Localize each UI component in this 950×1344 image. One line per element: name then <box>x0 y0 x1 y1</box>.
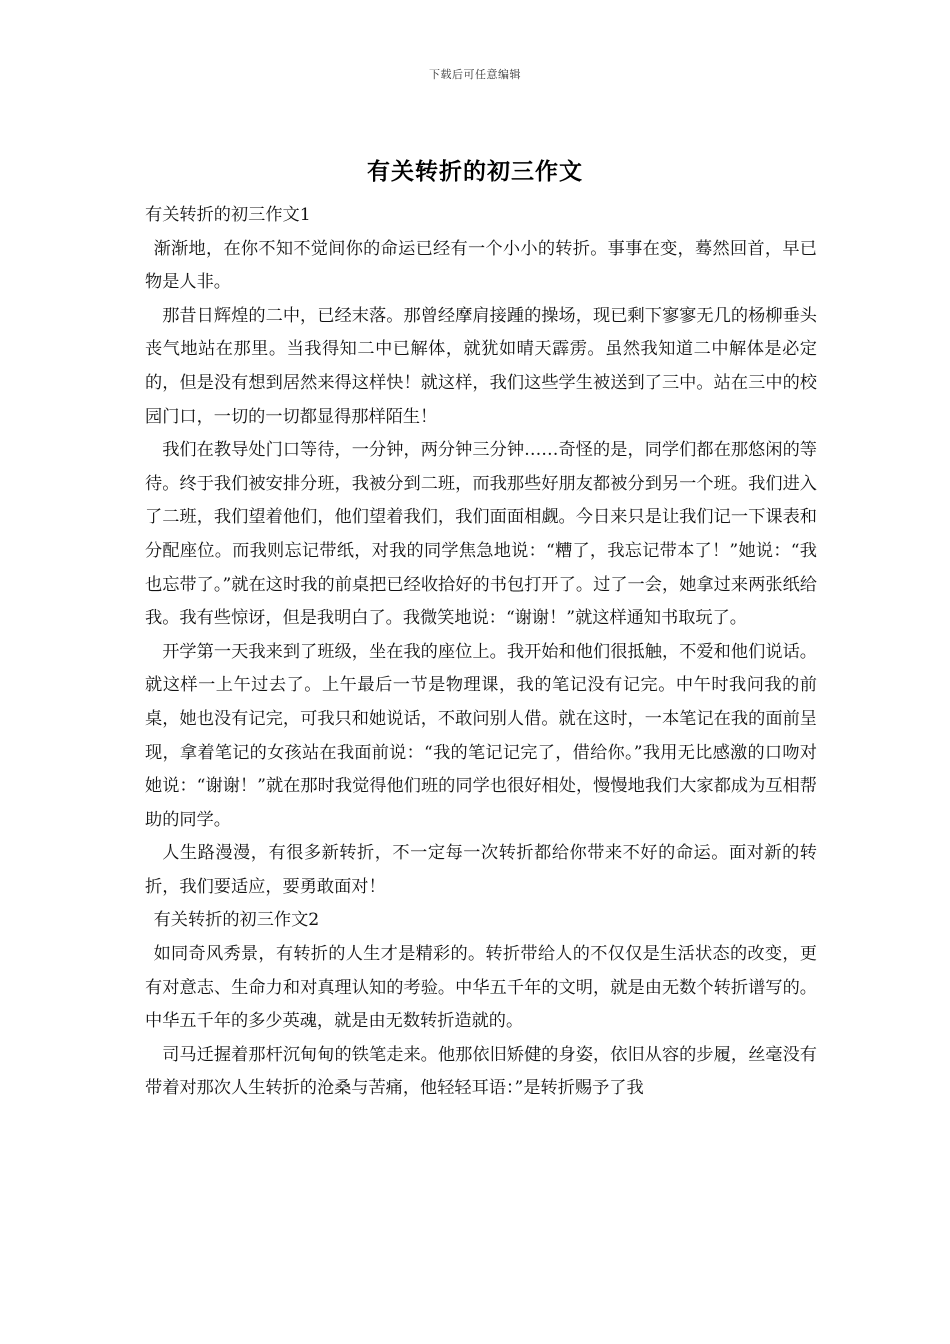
section-subtitle: 有关转折的初三作文1 <box>145 205 311 225</box>
document-body <box>145 199 817 1106</box>
paragraph: 我们在教导处门口等待，一分钟，两分钟三分钟……奇怪的是，同学们都在那悠闲的等待。终于我们被安排分班，我被分到二班，而我那些好朋友都被分到另一个班。我们进入了二班，我们望着他们，他们望着我们，我们面面相觑。今日来只是让我们记一下课表和分配座位。而我则忘记带纸，对我的同学焦急地说：“糟了，我忘记带本了！”她说：“我也忘带了。”就在这时我的前桌把已经收拾好的书包打开了。过了一会，她拿过来两张纸给我。我有些惊讶，但是我明白了。我微笑地说：“谢谢！”就这样通知书取玩了。 <box>145 440 817 629</box>
paragraph: 那昔日辉煌的二中，已经末落。那曾经摩肩接踵的操场，现已剩下寥寥无几的杨柳垂头丧气地站在那里。当我得知二中已解体，就犹如晴天霹雳。虽然我知道二中解体是必定的，但是没有想到居然来得这样快！就这样，我们这些学生被送到了三中。站在三中的校园门口，一切的一切都显得那样陌生！ <box>145 305 817 427</box>
paragraph: 如同奇风秀景，有转折的人生才是精彩的。转折带给人的不仅仅是生活状态的改变，更有对意志、生命力和对真理认知的考验。中华五千年的文明，就是由无数个转折谱写的。中华五千年的多少英魂，就是由无数转折造就的。 <box>145 944 817 1032</box>
paragraph: 司马迁握着那杆沉甸甸的铁笔走来。他那依旧矫健的身姿，依旧从容的步履，丝毫没有带着对那次人生转折的沧桑与苦痛，他轻轻耳语：”是转折赐予了我 <box>145 1044 817 1099</box>
page-title: 有关转折的初三作文 <box>367 158 583 185</box>
paragraph: 人生路漫漫，有很多新转折，不一定每一次转折都给你带来不好的命运。面对新的转折，我们要适应，要勇敢面对！ <box>145 843 817 897</box>
section-subtitle: 有关转折的初三作文2 <box>153 910 320 931</box>
paragraph: 开学第一天我来到了班级，坐在我的座位上。我开始和他们很抵触，不爱和他们说话。就这样一上午过去了。上午最后一节是物理课，我的笔记没有记完。中午时我问我的前桌，她也没有记完，可我只和她说话，不敢问别人借。就在这时，一本笔记在我的面前呈现，拿着笔记的女孩站在我面前说：“我的笔记记完了，借给你。”我用无比感激的口吻对她说：“谢谢！”就在那时我觉得他们班的同学也很好相处，慢慢地我们大家都成为互相帮助的同学。 <box>145 641 817 830</box>
header-note: 下载后可任意编辑 <box>429 68 521 81</box>
paragraph: 渐渐地，在你不知不觉间你的命运已经有一个小小的转折。事事在变，蓦然回首，早已物是人非。 <box>145 238 817 293</box>
